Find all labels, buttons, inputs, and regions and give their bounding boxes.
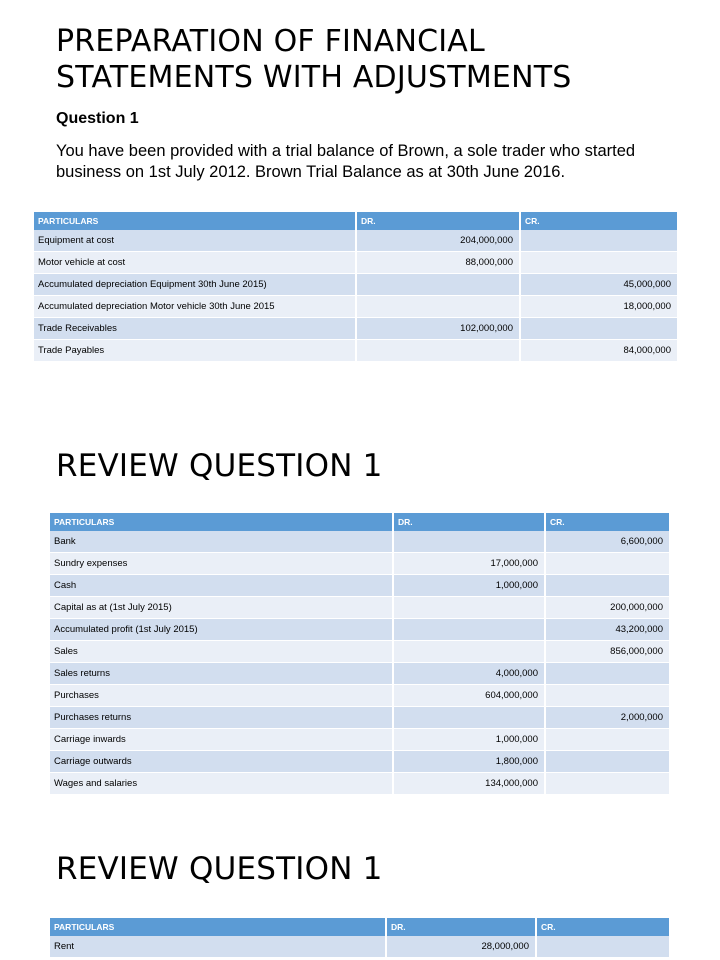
cell-particular: Purchases bbox=[50, 685, 393, 707]
table-row bbox=[50, 685, 670, 707]
cell-particular: Accumulated depreciation Equipment 30th June 2015) bbox=[34, 274, 356, 296]
table-row bbox=[50, 531, 670, 553]
cell-dr bbox=[393, 641, 545, 663]
cell-particular: Wages and salaries bbox=[50, 773, 393, 795]
table-row bbox=[34, 252, 678, 274]
question-text: You have been provided with a trial balance of Brown, a sole trader who started business on 1st July 2012. Brown Trial Balance as at 30th June 2016. bbox=[56, 142, 636, 181]
cell-dr: 88,000,000 bbox=[356, 252, 520, 274]
cell-dr: 1,800,000 bbox=[393, 751, 545, 773]
cell-cr bbox=[545, 575, 670, 597]
header-cr: CR. bbox=[545, 513, 670, 531]
cell-cr bbox=[545, 553, 670, 575]
cell-dr: 134,000,000 bbox=[393, 773, 545, 795]
table-row bbox=[34, 230, 678, 252]
table-row bbox=[34, 274, 678, 296]
header-particulars: PARTICULARS bbox=[50, 918, 386, 936]
cell-dr: 204,000,000 bbox=[356, 230, 520, 252]
cell-dr: 1,000,000 bbox=[393, 575, 545, 597]
cell-dr: 1,000,000 bbox=[393, 729, 545, 751]
cell-dr bbox=[393, 619, 545, 641]
cell-dr bbox=[393, 707, 545, 729]
question-label: Question 1 bbox=[56, 110, 139, 127]
table-row bbox=[34, 318, 678, 340]
table-row bbox=[50, 707, 670, 729]
table-row bbox=[50, 729, 670, 751]
cell-cr bbox=[520, 230, 678, 252]
cell-dr bbox=[393, 531, 545, 553]
cell-particular: Sundry expenses bbox=[50, 553, 393, 575]
cell-dr bbox=[356, 340, 520, 362]
cell-particular: Accumulated depreciation Motor vehicle 30th June 2015 bbox=[34, 296, 356, 318]
cell-particular: Trade Payables bbox=[34, 340, 356, 362]
table-row bbox=[50, 641, 670, 663]
cell-particular: Sales bbox=[50, 641, 393, 663]
cell-particular: Accumulated profit (1st July 2015) bbox=[50, 619, 393, 641]
cell-dr: 17,000,000 bbox=[393, 553, 545, 575]
table-row bbox=[34, 296, 678, 318]
cell-particular: Sales returns bbox=[50, 663, 393, 685]
cell-cr bbox=[545, 729, 670, 751]
table-row bbox=[50, 936, 670, 958]
cell-particular: Rent bbox=[50, 936, 386, 958]
table-row bbox=[50, 619, 670, 641]
cell-cr: 2,000,000 bbox=[545, 707, 670, 729]
cell-particular: Carriage outwards bbox=[50, 751, 393, 773]
cell-cr: 43,200,000 bbox=[545, 619, 670, 641]
cell-particular: Cash bbox=[50, 575, 393, 597]
cell-cr: 6,600,000 bbox=[545, 531, 670, 553]
cell-cr bbox=[545, 685, 670, 707]
cell-dr bbox=[356, 296, 520, 318]
header-cr: CR. bbox=[520, 212, 678, 230]
review-trial-balance-table bbox=[50, 513, 671, 795]
review-trial-balance-table-continued bbox=[50, 918, 671, 958]
table-row bbox=[50, 751, 670, 773]
slide-title: REVIEW QUESTION 1 bbox=[56, 448, 383, 484]
cell-cr: 200,000,000 bbox=[545, 597, 670, 619]
cell-particular: Carriage inwards bbox=[50, 729, 393, 751]
table-row bbox=[50, 553, 670, 575]
cell-cr: 84,000,000 bbox=[520, 340, 678, 362]
header-cr: CR. bbox=[536, 918, 670, 936]
cell-cr: 18,000,000 bbox=[520, 296, 678, 318]
cell-particular: Equipment at cost bbox=[34, 230, 356, 252]
cell-particular: Motor vehicle at cost bbox=[34, 252, 356, 274]
cell-dr: 4,000,000 bbox=[393, 663, 545, 685]
cell-dr bbox=[356, 274, 520, 296]
table-row bbox=[50, 663, 670, 685]
cell-particular: Trade Receivables bbox=[34, 318, 356, 340]
header-dr: DR. bbox=[386, 918, 536, 936]
header-dr: DR. bbox=[356, 212, 520, 230]
table-row bbox=[34, 340, 678, 362]
header-particulars: PARTICULARS bbox=[34, 212, 356, 230]
cell-cr: 856,000,000 bbox=[545, 641, 670, 663]
cell-cr: 45,000,000 bbox=[520, 274, 678, 296]
table-header-row bbox=[34, 212, 678, 230]
trial-balance-table bbox=[34, 212, 679, 362]
table-header-row bbox=[50, 513, 670, 531]
cell-particular: Capital as at (1st July 2015) bbox=[50, 597, 393, 619]
cell-cr bbox=[520, 318, 678, 340]
slide-title: REVIEW QUESTION 1 bbox=[56, 851, 383, 887]
table-row bbox=[50, 597, 670, 619]
cell-cr bbox=[545, 751, 670, 773]
cell-cr bbox=[536, 936, 670, 958]
cell-cr bbox=[545, 773, 670, 795]
table-row bbox=[50, 773, 670, 795]
slide-title: PREPARATION OF FINANCIAL STATEMENTS WITH ADJUSTMENTS bbox=[56, 24, 572, 95]
cell-dr: 102,000,000 bbox=[356, 318, 520, 340]
table-header-row bbox=[50, 918, 670, 936]
cell-particular: Purchases returns bbox=[50, 707, 393, 729]
cell-dr: 604,000,000 bbox=[393, 685, 545, 707]
cell-dr bbox=[393, 597, 545, 619]
table-row bbox=[50, 575, 670, 597]
cell-cr bbox=[520, 252, 678, 274]
header-dr: DR. bbox=[393, 513, 545, 531]
cell-particular: Bank bbox=[50, 531, 393, 553]
header-particulars: PARTICULARS bbox=[50, 513, 393, 531]
cell-dr: 28,000,000 bbox=[386, 936, 536, 958]
cell-cr bbox=[545, 663, 670, 685]
